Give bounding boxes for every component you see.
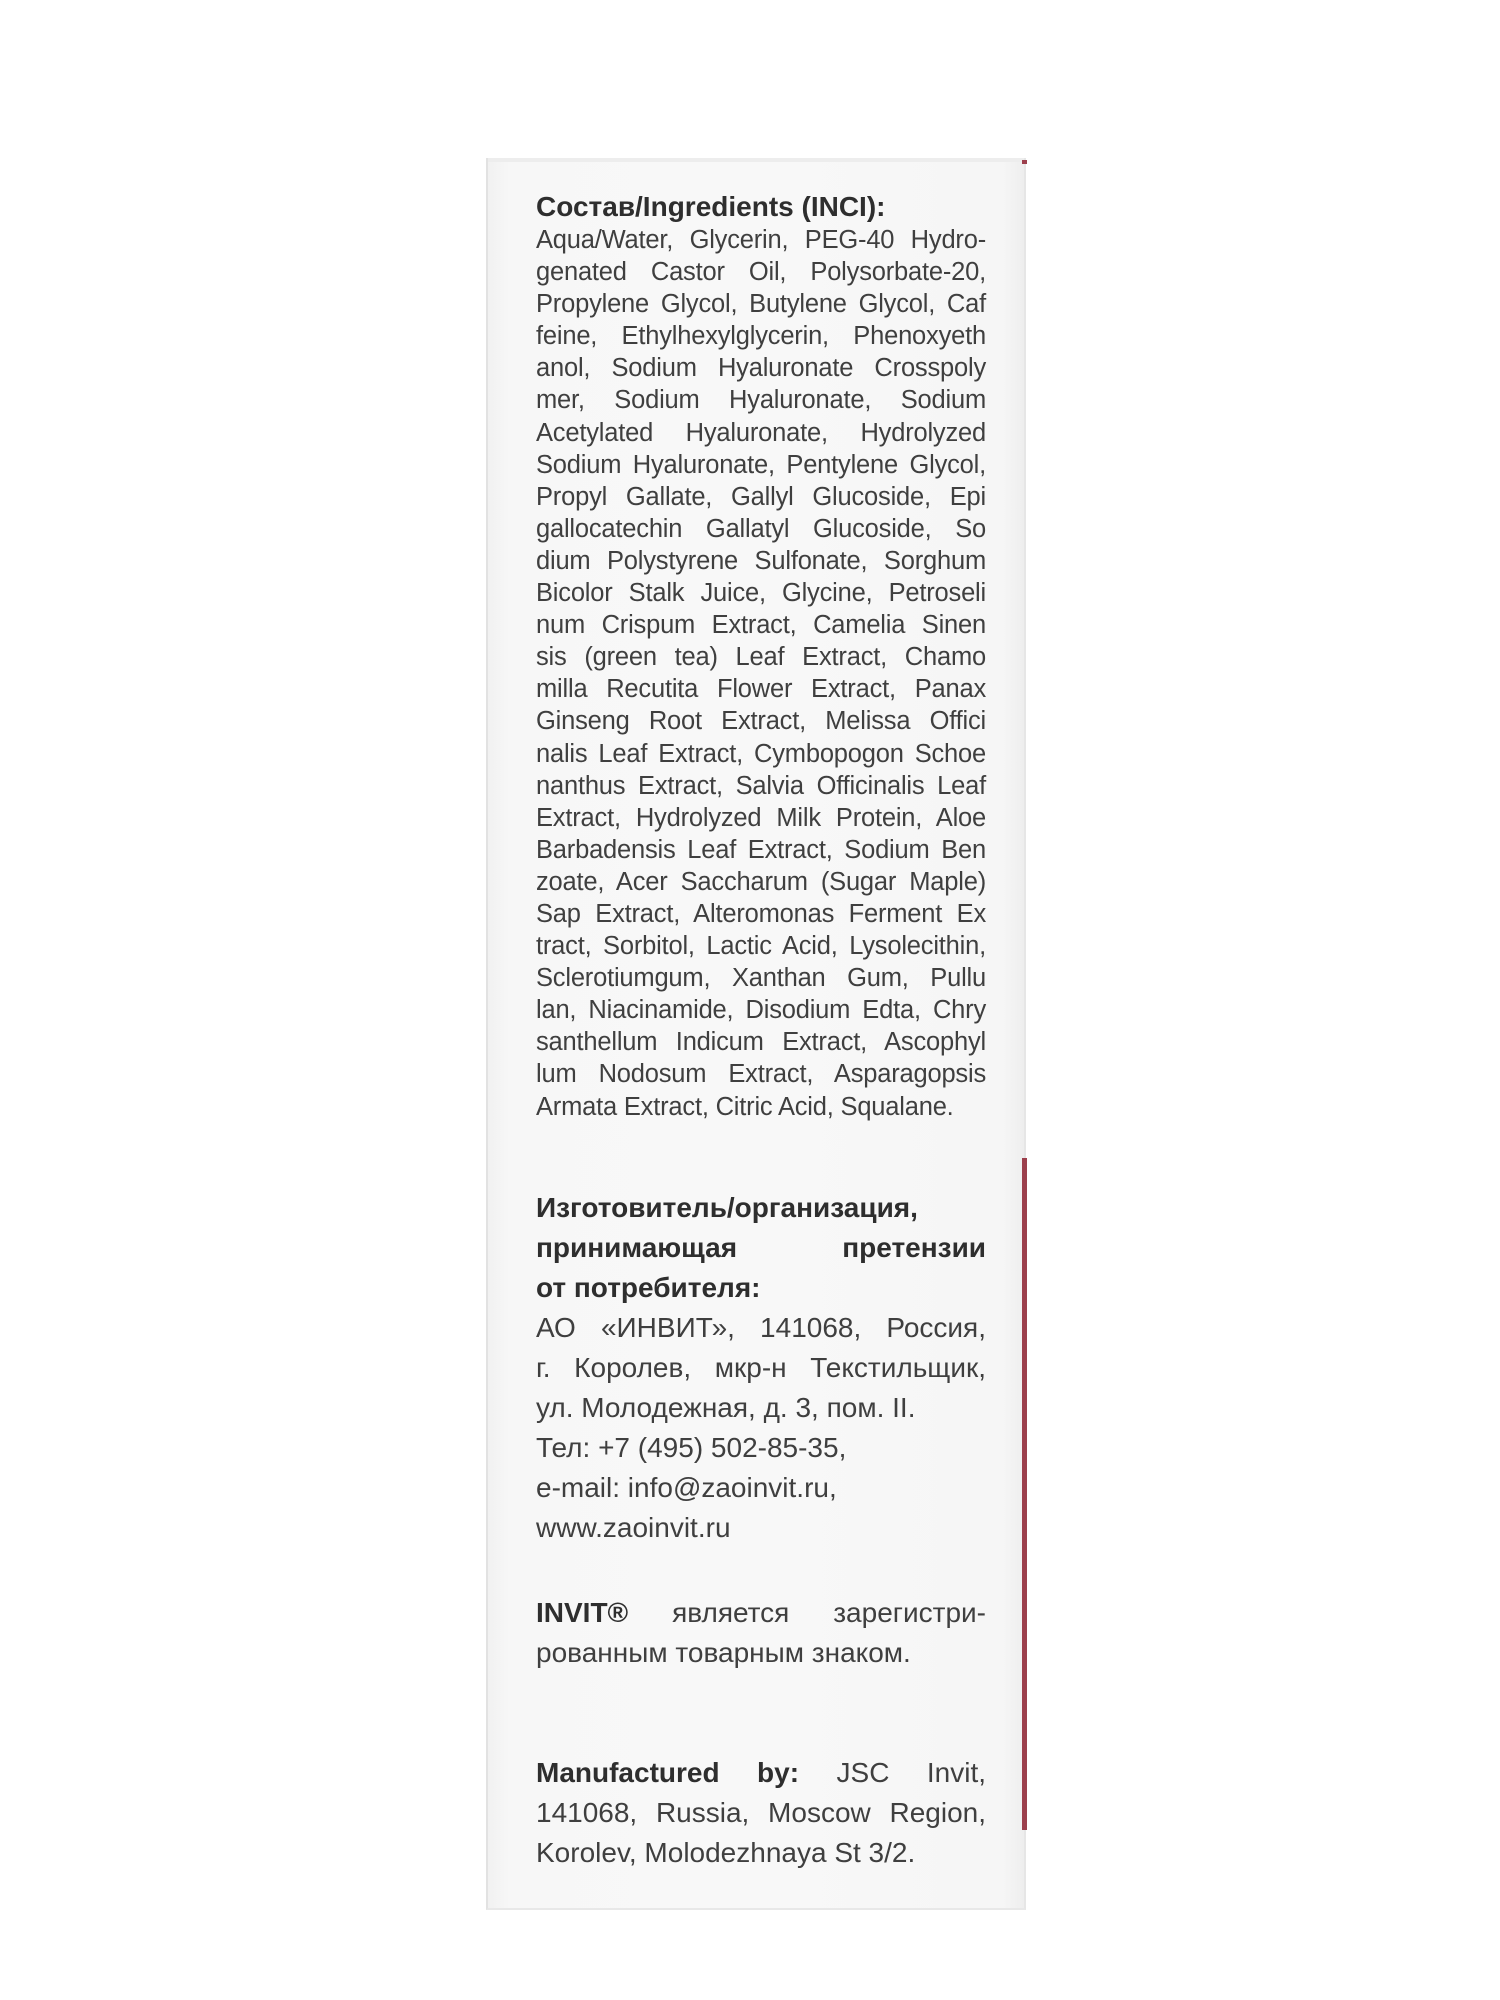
ingredients-line: dium Polystyrene Sulfonate, Sorghum (536, 546, 986, 575)
ingredients-line: feine, Ethylhexylglycerin, Phenoxyeth (536, 322, 986, 351)
ingredients-line: tract, Sorbitol, Lactic Acid, Lysolecithin, (536, 932, 986, 961)
address-line: г. Королев, мкр-н Текстильщик, (536, 1352, 986, 1383)
trademark-section (536, 1593, 986, 1673)
ingredients-line: Acetylated Hyaluronate, Hydrolyzed (536, 418, 986, 447)
trademark-text: является зарегистри- (672, 1597, 986, 1628)
ingredients-line: Sclerotiumgum, Xanthan Gum, Pullu (536, 964, 986, 993)
manufacturer-address (536, 1308, 986, 1548)
ingredients-line: nalis Leaf Extract, Cymbopogon Schoe (536, 739, 986, 768)
ingredients-line: genated Castor Oil, Polysorbate-20, (536, 258, 986, 287)
ingredients-line: Sodium Hyaluronate, Pentylene Glycol, (536, 450, 986, 479)
ingredients-line: anol, Sodium Hyaluronate Crosspoly (536, 354, 986, 383)
ingredients-line: Armata Extract, Citric Acid, Squalane. (536, 1092, 954, 1121)
ingredients-line: Bicolor Stalk Juice, Glycine, Petroseli (536, 579, 986, 608)
address-line: ул. Молодежная, д. 3, пом. II. (536, 1392, 916, 1423)
ingredients-line: santhellum Indicum Extract, Ascophyl (536, 1028, 986, 1057)
ingredients-line: Barbadensis Leaf Extract, Sodium Ben (536, 835, 986, 864)
ingredients-line: Aqua/Water, Glycerin, PEG-40 Hydro- (536, 226, 986, 254)
manufactured-by-line (536, 1753, 986, 1793)
product-box-side-panel (486, 158, 1026, 1910)
ingredients-heading: Состав/Ingredients (INCI): (536, 191, 886, 222)
trademark-line (536, 1593, 986, 1633)
address-email: e-mail: info@zaoinvit.ru, (536, 1472, 837, 1503)
address-phone: Тел: +7 (495) 502-85-35, (536, 1432, 847, 1463)
ingredients-line: lum Nodosum Extract, Asparagopsis (536, 1060, 986, 1089)
ingredients-line: Extract, Hydrolyzed Milk Protein, Aloe (536, 803, 986, 832)
ingredients-line: Propyl Gallate, Gallyl Glucoside, Epi (536, 482, 986, 511)
red-accent-top (1022, 160, 1027, 164)
ingredients-section (536, 190, 986, 1123)
ingredients-line: Propylene Glycol, Butylene Glycol, Caf (536, 290, 986, 319)
address-line: АО «ИНВИТ», 141068, Россия, (536, 1312, 986, 1343)
manufactured-by-line-3: Korolev, Molodezhnaya St 3/2. (536, 1837, 916, 1868)
ingredients-line: mer, Sodium Hyaluronate, Sodium (536, 386, 986, 415)
trademark-line-2: рованным товарным знаком. (536, 1637, 911, 1668)
ingredients-line: gallocatechin Gallatyl Glucoside, So (536, 514, 986, 543)
ingredients-line: zoate, Acer Saccharum (Sugar Maple) (536, 867, 986, 896)
ingredients-line: lan, Niacinamide, Disodium Edta, Chry (536, 996, 986, 1025)
manufacturer-heading (536, 1188, 986, 1308)
trademark-brand: INVIT® (536, 1597, 629, 1628)
ingredients-line: num Crispum Extract, Camelia Sinen (536, 611, 986, 640)
ingredients-line: Sap Extract, Alteromonas Ferment Ex (536, 899, 986, 928)
manufactured-by-line-2: 141068, Russia, Moscow Region, (536, 1797, 986, 1828)
address-website: www.zaoinvit.ru (536, 1512, 731, 1543)
manufacturer-heading-line: Изготовитель/организация, (536, 1192, 918, 1223)
red-accent-side (1022, 1158, 1027, 1830)
box-top-edge (488, 158, 1024, 162)
manufacturer-section (536, 1188, 986, 1548)
ingredients-list (536, 224, 986, 1123)
ingredients-line: nanthus Extract, Salvia Officinalis Leaf (536, 771, 986, 800)
manufacturer-heading-line: от потребителя: (536, 1272, 761, 1303)
manufactured-by-label: Manufactured by: (536, 1757, 800, 1788)
manufactured-by-section (536, 1753, 986, 1873)
ingredients-line: milla Recutita Flower Extract, Panax (536, 675, 986, 704)
ingredients-line: Ginseng Root Extract, Melissa Offici (536, 707, 986, 736)
ingredients-line: sis (green tea) Leaf Extract, Chamo (536, 643, 986, 672)
manufacturer-heading-line: принимающая претензии (536, 1232, 986, 1263)
manufactured-by-company: JSC Invit, (836, 1757, 987, 1788)
